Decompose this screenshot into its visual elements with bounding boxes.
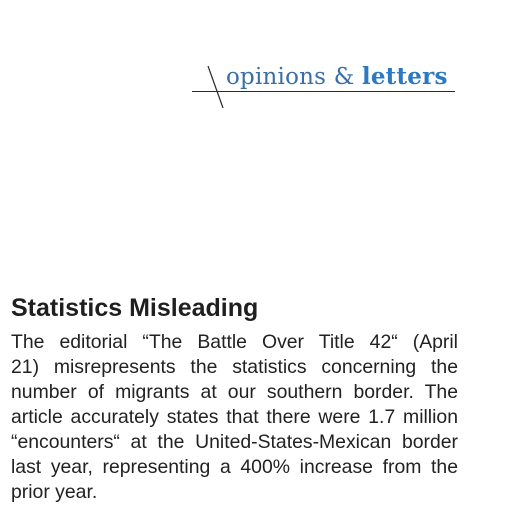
letter-body-line: The editorial “The Battle Over Title 42“ (April	[11, 331, 458, 353]
letter-body-cutoff-line	[11, 503, 458, 512]
letter-body	[11, 330, 458, 505]
letter-body-line: “encounters“ at the United-States-Mexican border	[11, 431, 458, 453]
section-label-ampersand: &	[333, 64, 355, 90]
masthead-slash-mark	[206, 64, 226, 110]
letter-headline: Statistics Misleading	[11, 294, 259, 322]
letter-body-line: number of migrants at our southern border. The	[11, 381, 458, 403]
letter-article	[11, 293, 458, 505]
letter-body-line: prior year.	[11, 481, 98, 503]
section-label-letters: letters	[361, 63, 448, 90]
section-masthead	[192, 60, 456, 112]
letter-body-line: 21) misrepresents the statistics concerning the	[11, 356, 458, 378]
section-title	[226, 62, 448, 92]
section-label-opinions: opinions	[226, 64, 327, 90]
letter-body-line: last year, representing a 400% increase from the	[11, 456, 458, 478]
letter-body-line: article accurately states that there were 1.7 million	[11, 406, 458, 428]
